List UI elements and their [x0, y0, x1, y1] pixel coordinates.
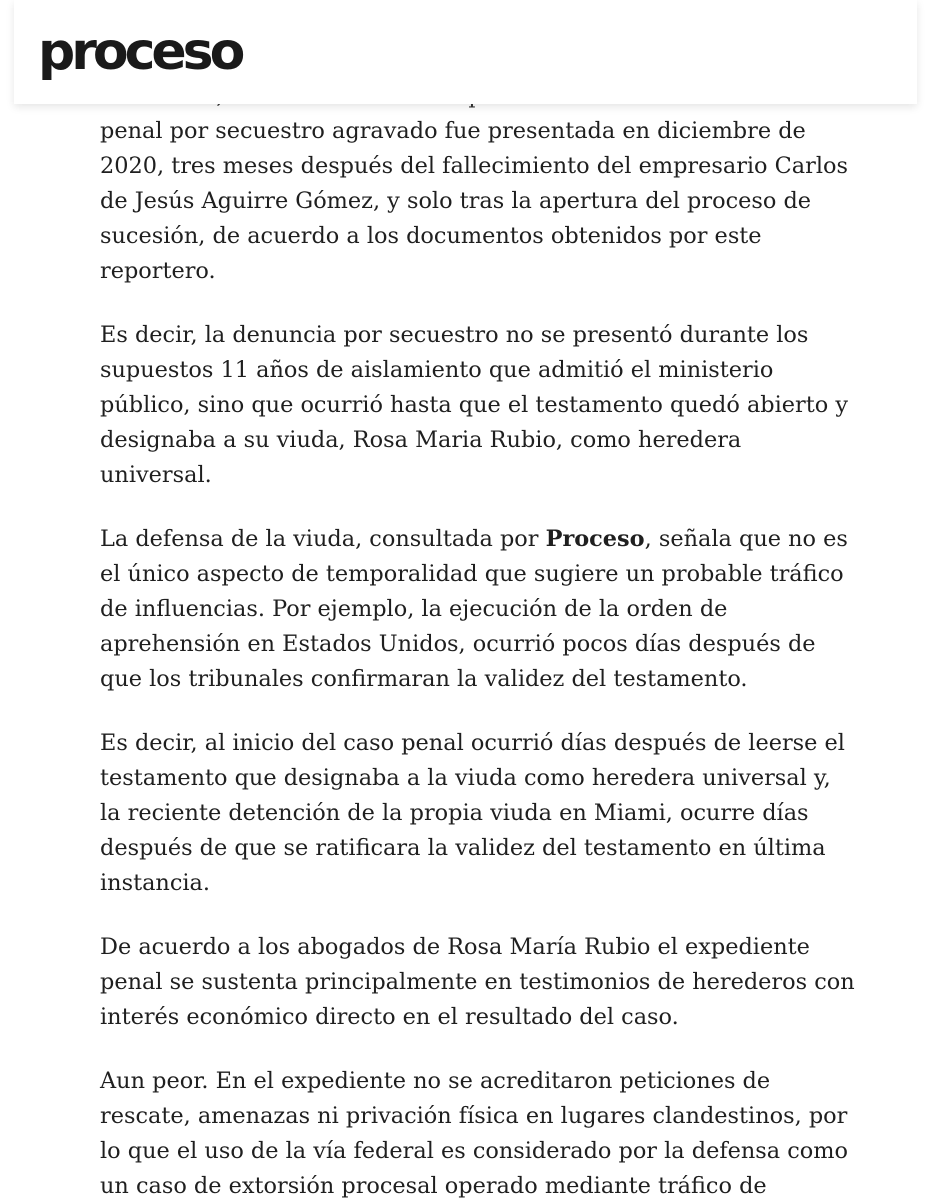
text-line: rescate, amenazas ni privación física en lugares clandestinos, por — [100, 1103, 848, 1129]
site-header — [14, 0, 917, 104]
paragraph-4 — [100, 726, 845, 901]
text-line: el único aspecto de temporalidad que sugiere un probable tráfico — [100, 561, 844, 587]
text-line: Aun peor. En el expediente no se acreditaron peticiones de — [100, 1068, 771, 1094]
text-line: aprehensión en Estados Unidos, ocurrió pocos días después de — [100, 631, 816, 657]
text-line: que los tribunales confirmaran la validez del testamento. — [100, 666, 748, 692]
text-line: instancia. — [100, 870, 211, 896]
text-line: designaba a su viuda, Rosa Maria Rubio, como heredera — [100, 427, 742, 453]
publication-name: Proceso — [545, 526, 645, 552]
proceso-logo[interactable]: proceso — [38, 22, 242, 82]
text-line: sucesión, de acuerdo a los documentos obtenidos por este — [100, 223, 762, 249]
text-line: interés económico directo en el resultado del caso. — [100, 1004, 679, 1030]
text-line: lo que el uso de la vía federal es considerado por la defensa como — [100, 1138, 848, 1164]
article-body — [100, 79, 855, 1200]
text-line — [100, 522, 848, 557]
paragraph-2 — [100, 318, 848, 493]
text-line: penal se sustenta principalmente en testimonios de herederos con — [100, 969, 855, 995]
paragraph-6 — [100, 1064, 848, 1200]
text-line: universal. — [100, 462, 212, 488]
text-line: Es decir, al inicio del caso penal ocurrió días después de leerse el — [100, 730, 845, 756]
text-line: 2020, tres meses después del fallecimiento del empresario Carlos — [100, 153, 848, 179]
paragraph-5 — [100, 930, 855, 1035]
text-segment: , señala que no es — [644, 526, 848, 552]
paragraph-1 — [100, 79, 848, 289]
text-line: la reciente detención de la propia viuda en Miami, ocurre días — [100, 800, 809, 826]
text-line: público, sino que ocurrió hasta que el testamento quedó abierto y — [100, 392, 848, 418]
text-line: un caso de extorsión procesal operado mediante tráfico de — [100, 1173, 767, 1199]
text-line: testamento que designaba a la viuda como heredera universal y, — [100, 765, 831, 791]
text-line: después de que se ratificara la validez del testamento en última — [100, 835, 826, 861]
text-line: Es decir, la denuncia por secuestro no se presentó durante los — [100, 322, 809, 348]
text-line: De acuerdo a los abogados de Rosa María Rubio el expediente — [100, 934, 810, 960]
text-line: de Jesús Aguirre Gómez, y solo tras la apertura del proceso de — [100, 188, 812, 214]
paragraph-3 — [100, 522, 848, 697]
text-line: penal por secuestro agravado fue presentada en diciembre de — [100, 118, 806, 144]
text-line: de influencias. Por ejemplo, la ejecución de la orden de — [100, 596, 728, 622]
text-segment: La defensa de la viuda, consultada por — [100, 526, 546, 552]
text-line: supuestos 11 años de aislamiento que admitió el ministerio — [100, 357, 774, 383]
text-line: reportero. — [100, 258, 216, 284]
